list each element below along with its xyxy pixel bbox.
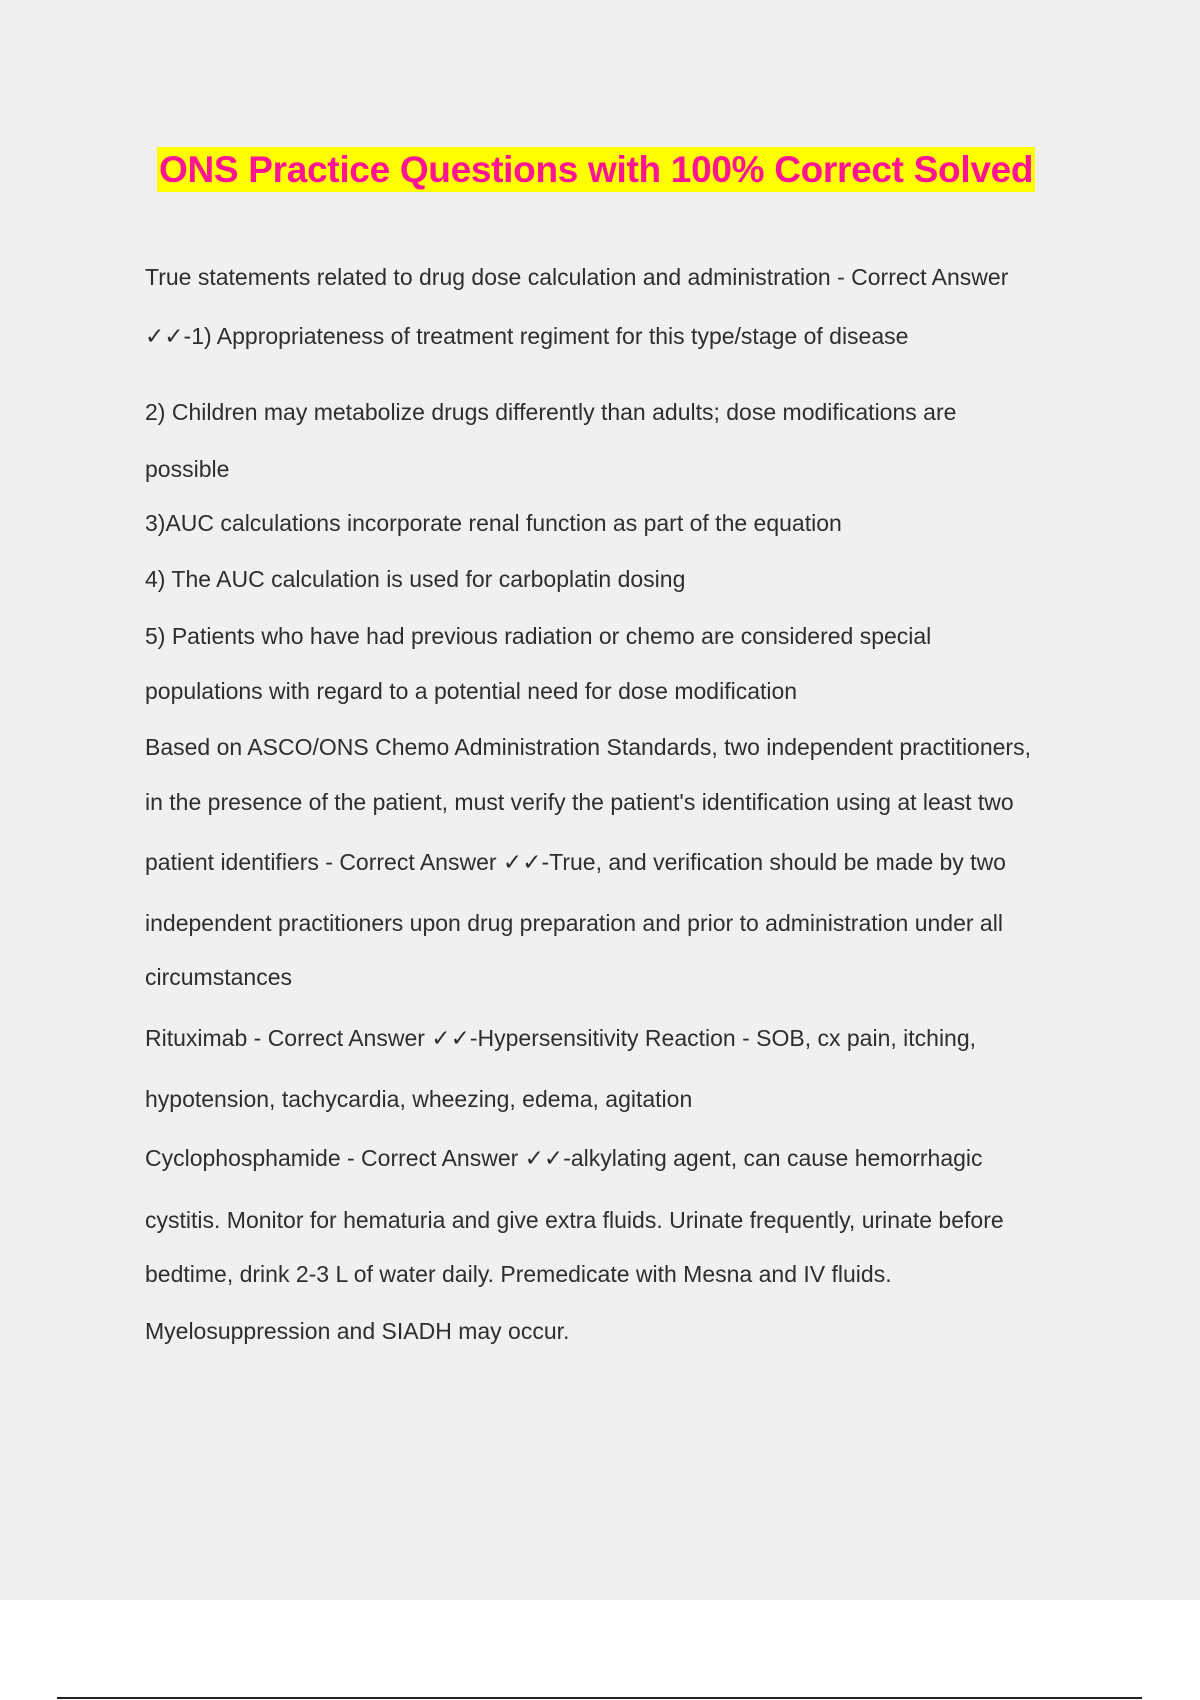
text-line-15: hypotension, tachycardia, wheezing, edema, agitation xyxy=(145,1086,693,1112)
text-line-2: ✓✓-1) Appropriateness of treatment regiment for this type/stage of disease xyxy=(145,323,909,349)
text-line-5: 3)AUC calculations incorporate renal function as part of the equation xyxy=(145,510,842,536)
text-line-1: True statements related to drug dose calculation and administration - Correct Answer xyxy=(145,264,1009,290)
text-line-10: in the presence of the patient, must verify the patient's identification using at least two xyxy=(145,789,1014,815)
document-title: ONS Practice Questions with 100% Correct Solved xyxy=(159,149,1034,190)
text-line-12: independent practitioners upon drug preparation and prior to administration under all xyxy=(145,910,1003,936)
page-divider xyxy=(57,1697,1142,1699)
text-line-14: Rituximab - Correct Answer ✓✓-Hypersensitivity Reaction - SOB, cx pain, itching, xyxy=(145,1025,977,1051)
text-line-17: cystitis. Monitor for hematuria and give extra fluids. Urinate frequently, urinate before xyxy=(145,1207,1004,1233)
text-line-4: possible xyxy=(145,456,230,482)
text-line-9: Based on ASCO/ONS Chemo Administration Standards, two independent practitioners, xyxy=(145,734,1031,760)
text-line-19: Myelosuppression and SIADH may occur. xyxy=(145,1318,570,1344)
text-line-3: 2) Children may metabolize drugs differently than adults; dose modifications are xyxy=(145,399,957,425)
text-line-16: Cyclophosphamide - Correct Answer ✓✓-alkylating agent, can cause hemorrhagic xyxy=(145,1145,983,1171)
text-line-18: bedtime, drink 2-3 L of water daily. Premedicate with Mesna and IV fluids. xyxy=(145,1261,892,1287)
title-highlight xyxy=(157,147,1035,192)
text-line-13: circumstances xyxy=(145,964,292,990)
text-line-6: 4) The AUC calculation is used for carboplatin dosing xyxy=(145,566,686,592)
text-line-11: patient identifiers - Correct Answer ✓✓-True, and verification should be made by two xyxy=(145,849,1006,875)
text-line-7: 5) Patients who have had previous radiation or chemo are considered special xyxy=(145,623,932,649)
text-line-8: populations with regard to a potential need for dose modification xyxy=(145,678,798,704)
